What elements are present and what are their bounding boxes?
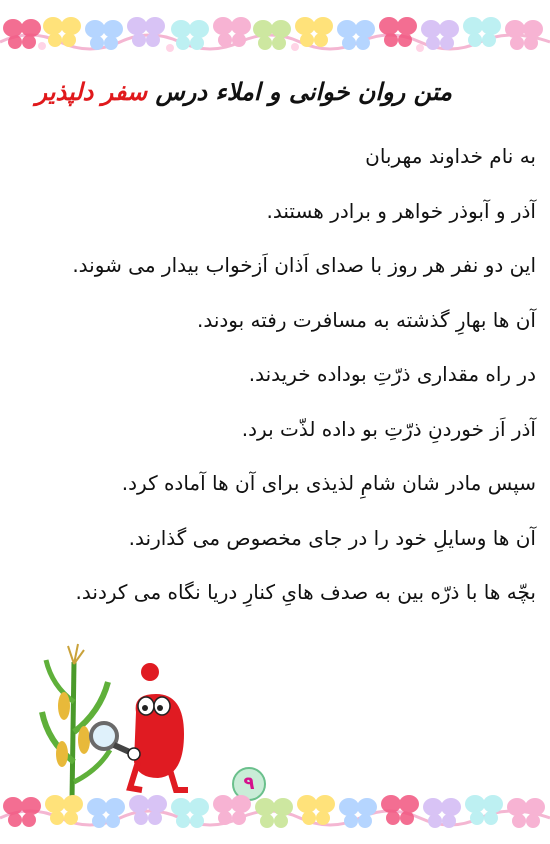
text-line: آذر و آبوذر خواهر و برادر هستند. — [266, 198, 536, 223]
title-accent: سفر دلپذیر — [35, 78, 148, 106]
title-main: متن روان خوانی و املاء درس — [155, 78, 452, 106]
text-line: سپس مادر شان شامِ لذیذی برای آن ها آماده کرد. — [121, 471, 536, 495]
corn-and-letter-illustration — [38, 642, 208, 802]
butterfly-border-top — [0, 8, 550, 56]
text-line: آن ها وسایلِ خود را در جای مخصوص می گذارند. — [128, 525, 536, 550]
text-line: این دو نفر هر روز با صدای اَذان اَزخواب بیدار می شوند. — [72, 253, 536, 277]
text-line: بچّه ها با ذرّه بین به صدف هایِ کنارِ دریا نگاه می کردند. — [75, 580, 536, 604]
page-title — [36, 78, 452, 106]
text-line: در راه مقداری ذرّتِ بوداده خریدند. — [248, 362, 536, 386]
page-number: ۹ — [243, 773, 255, 794]
text-line: آن ها بهارِ گذشته به مسافرت رفته بودند. — [196, 307, 536, 332]
reading-text — [10, 142, 536, 633]
text-line: آذر اَز خوردنِ ذرّتِ بو داده لذّت برد. — [241, 416, 536, 441]
magnifier-icon — [91, 723, 140, 760]
cartoon-letter-icon — [130, 663, 188, 790]
text-line: به نام خداوند مهربان — [365, 144, 536, 168]
butterfly-border-bottom — [0, 788, 550, 836]
